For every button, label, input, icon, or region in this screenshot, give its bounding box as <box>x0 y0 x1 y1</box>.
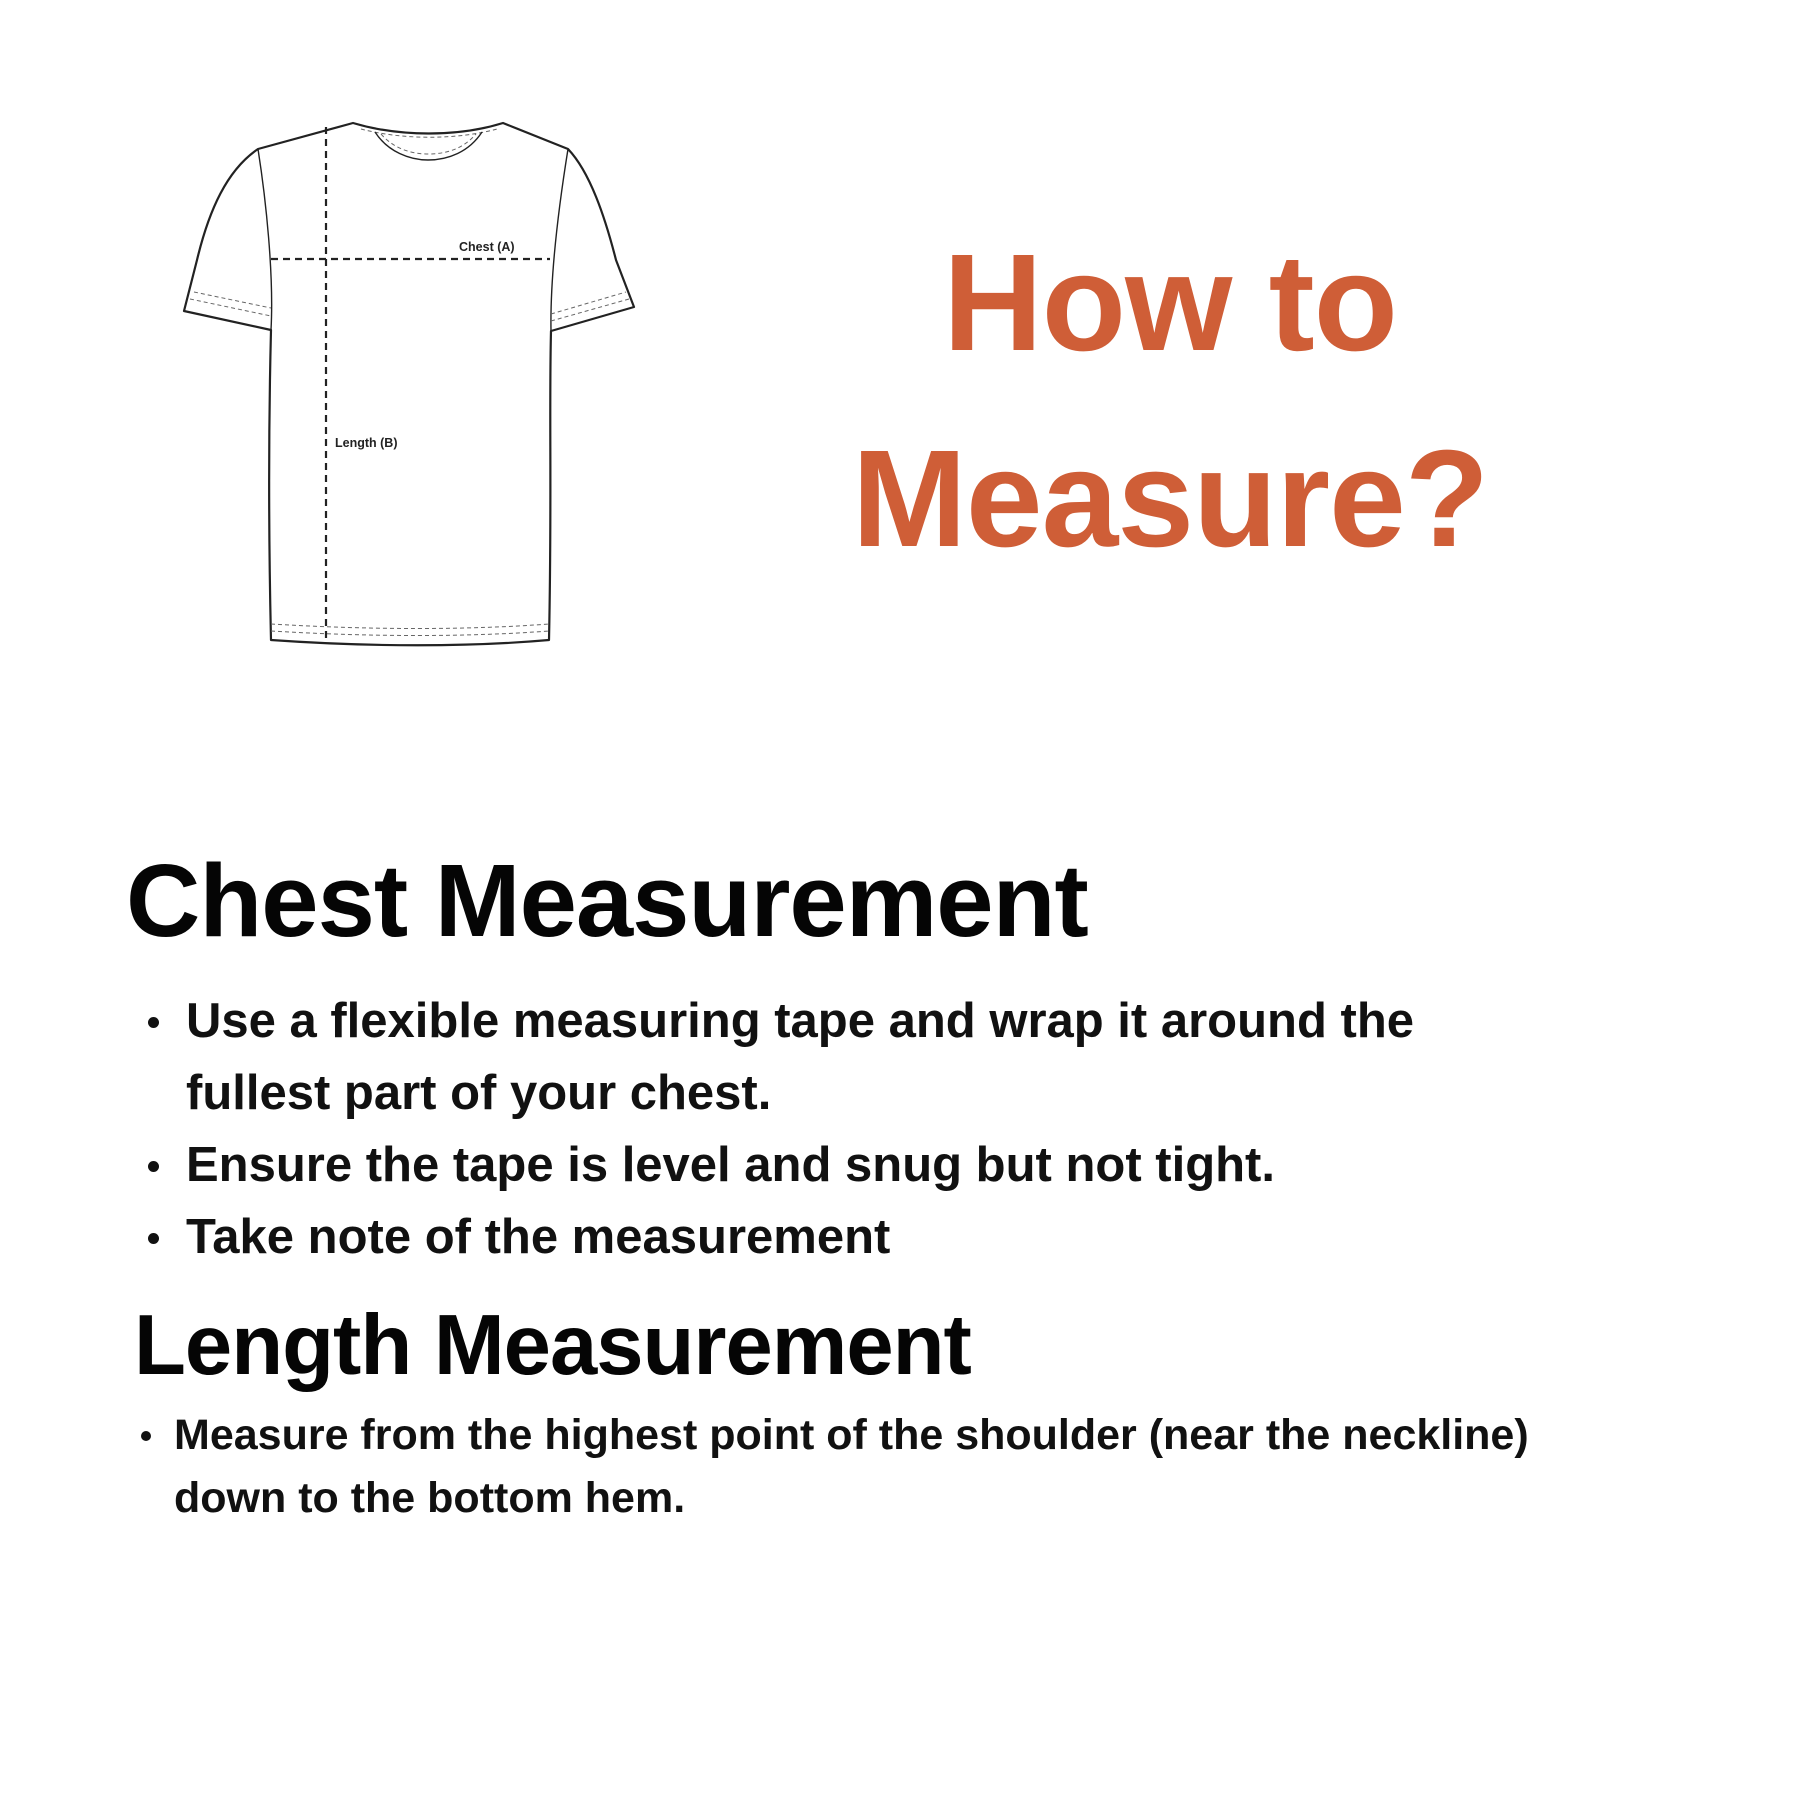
chest-label: Chest (A) <box>459 240 515 254</box>
chest-step-3: Take note of the measurement <box>186 1201 1556 1273</box>
page-title-line-2: Measure? <box>851 422 1489 576</box>
length-label: Length (B) <box>335 436 398 450</box>
t-shirt-measurement-diagram <box>170 110 670 670</box>
length-measurement-heading: Length Measurement <box>134 1298 971 1393</box>
length-step-1: Measure from the highest point of the shoulder (near the neckline) down to the bottom hem. <box>174 1404 1644 1530</box>
page-title-line-1: How to <box>943 226 1397 380</box>
chest-steps-list <box>186 985 1556 1273</box>
length-steps-list <box>174 1404 1644 1530</box>
chest-step-1: Use a flexible measuring tape and wrap it around the fullest part of your chest. <box>186 985 1556 1129</box>
t-shirt-outline <box>184 123 634 645</box>
page-title <box>760 205 1580 597</box>
t-shirt-icon <box>170 110 670 670</box>
chest-measurement-heading: Chest Measurement <box>126 843 1088 958</box>
chest-step-2: Ensure the tape is level and snug but not tight. <box>186 1129 1556 1201</box>
